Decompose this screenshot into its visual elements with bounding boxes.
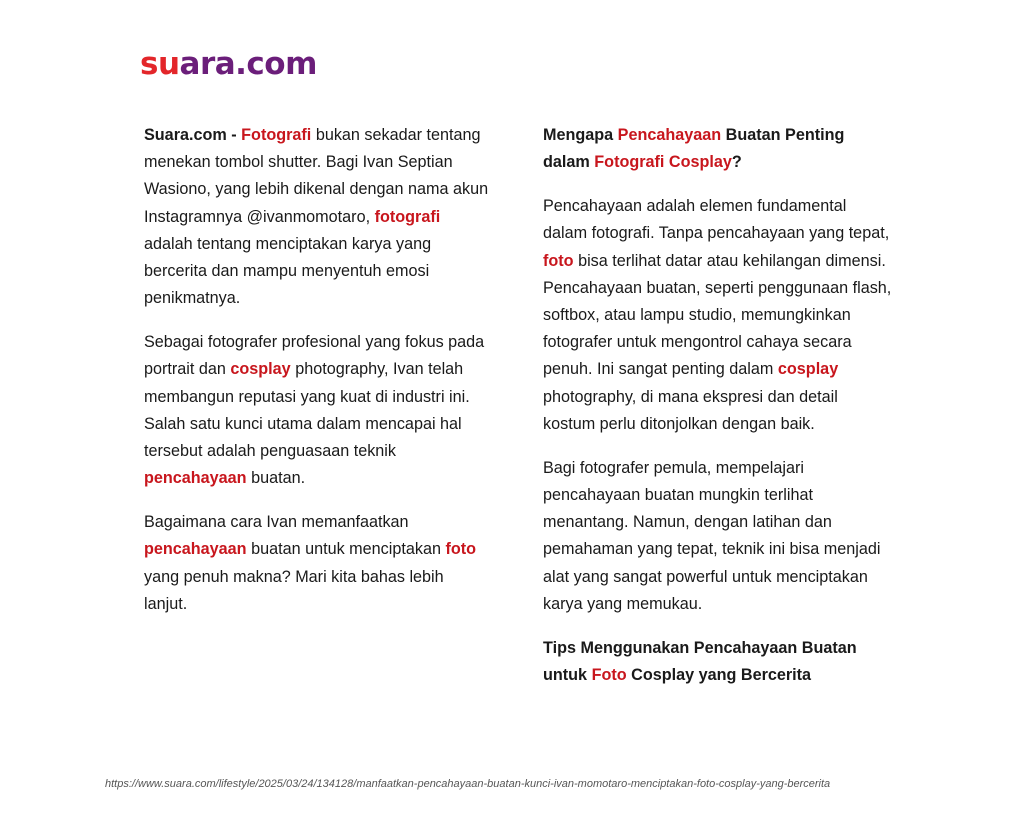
heading-text: Buatan Penting dalam <box>543 126 845 172</box>
keyword-link-cosplay[interactable]: cosplay <box>230 360 291 379</box>
heading-text: Mengapa <box>543 126 614 144</box>
paragraph-text: photography, di mana ekspresi dan detail kostum perlu ditonjolkan dengan baik. <box>543 387 838 433</box>
article-column-right <box>543 122 893 706</box>
keyword-link-pencahayaan[interactable]: pencahayaan <box>144 540 247 559</box>
heading-text: ? <box>731 153 742 172</box>
dateline: Suara.com - <box>144 126 237 144</box>
keyword-link-fotografi-cosplay[interactable]: Fotografi Cosplay <box>594 153 732 172</box>
keyword-link-pencahayaan[interactable]: pencahayaan <box>144 469 247 488</box>
body-paragraph <box>144 329 489 492</box>
site-logo[interactable] <box>140 44 317 84</box>
keyword-link-fotografi[interactable]: Fotografi <box>241 126 312 144</box>
source-url: https://www.suara.com/lifestyle/2025/03/24/134128/manfaatkan-pencahayaan-buatan-kunci-ivan-momotaro-menciptakan-foto-cosplay-yang-bercerita <box>105 778 831 790</box>
article-column-left <box>144 122 489 635</box>
logo-text-purple: ara.com <box>179 46 317 82</box>
keyword-link-foto[interactable]: Foto <box>591 666 627 685</box>
paragraph-text: bukan sekadar tentang menekan tombol shutter. Bagi Ivan Septian Wasiono, yang lebih dikenal dengan nama akun Instagramnya @ivanmomotaro, <box>144 126 489 226</box>
paragraph-text: adalah tentang menciptakan karya yang bercerita dan mampu menyentuh emosi penikmatnya. <box>144 234 432 308</box>
paragraph-text: buatan untuk menciptakan <box>251 540 441 559</box>
body-paragraph <box>543 193 893 438</box>
intro-paragraph <box>144 122 489 312</box>
paragraph-text: Bagi fotografer pemula, mempelajari pencahayaan buatan mungkin terlihat menantang. Namun, dengan latihan dan pemahaman yang tepat, teknik ini bisa menjadi alat yang sangat powerful untuk menciptakan karya yang memukau. <box>543 458 881 613</box>
heading-text: Tips Menggunakan Pencahayaan Buatan untuk <box>543 638 857 685</box>
paragraph-text: Pencahayaan adalah elemen fundamental dalam fotografi. Tanpa pencahayaan yang tepat, <box>543 197 890 243</box>
heading-text: Cosplay yang Bercerita <box>631 666 812 685</box>
keyword-link-foto[interactable]: foto <box>445 540 477 559</box>
paragraph-text: photography, Ivan telah membangun reputasi yang kuat di industri ini. Salah satu kunci utama dalam mencapai hal tersebut adalah penguasaan teknik <box>144 360 470 461</box>
paragraph-text: Sebagai fotografer profesional yang fokus pada portrait dan <box>144 333 485 379</box>
keyword-link-pencahayaan[interactable]: Pencahayaan <box>617 126 722 144</box>
paragraph-text: yang penuh makna? Mari kita bahas lebih lanjut. <box>144 567 444 613</box>
paragraph-text: bisa terlihat datar atau kehilangan dimensi. Pencahayaan buatan, seperti penggunaan flash, softbox, atau lampu studio, memungkinkan fotografer untuk mengontrol cahaya secara penuh. Ini sangat penting dalam <box>543 251 892 379</box>
keyword-link-cosplay[interactable]: cosplay <box>777 360 839 379</box>
logo-text-red: su <box>140 46 180 82</box>
keyword-link-fotografi[interactable]: fotografi <box>374 207 441 226</box>
section-heading <box>543 122 893 176</box>
section-heading <box>543 635 893 689</box>
body-paragraph <box>543 455 893 618</box>
paragraph-text: buatan. <box>251 469 306 488</box>
body-paragraph <box>144 509 489 618</box>
paragraph-text: Bagaimana cara Ivan memanfaatkan <box>144 513 409 532</box>
keyword-link-foto[interactable]: foto <box>543 251 574 270</box>
